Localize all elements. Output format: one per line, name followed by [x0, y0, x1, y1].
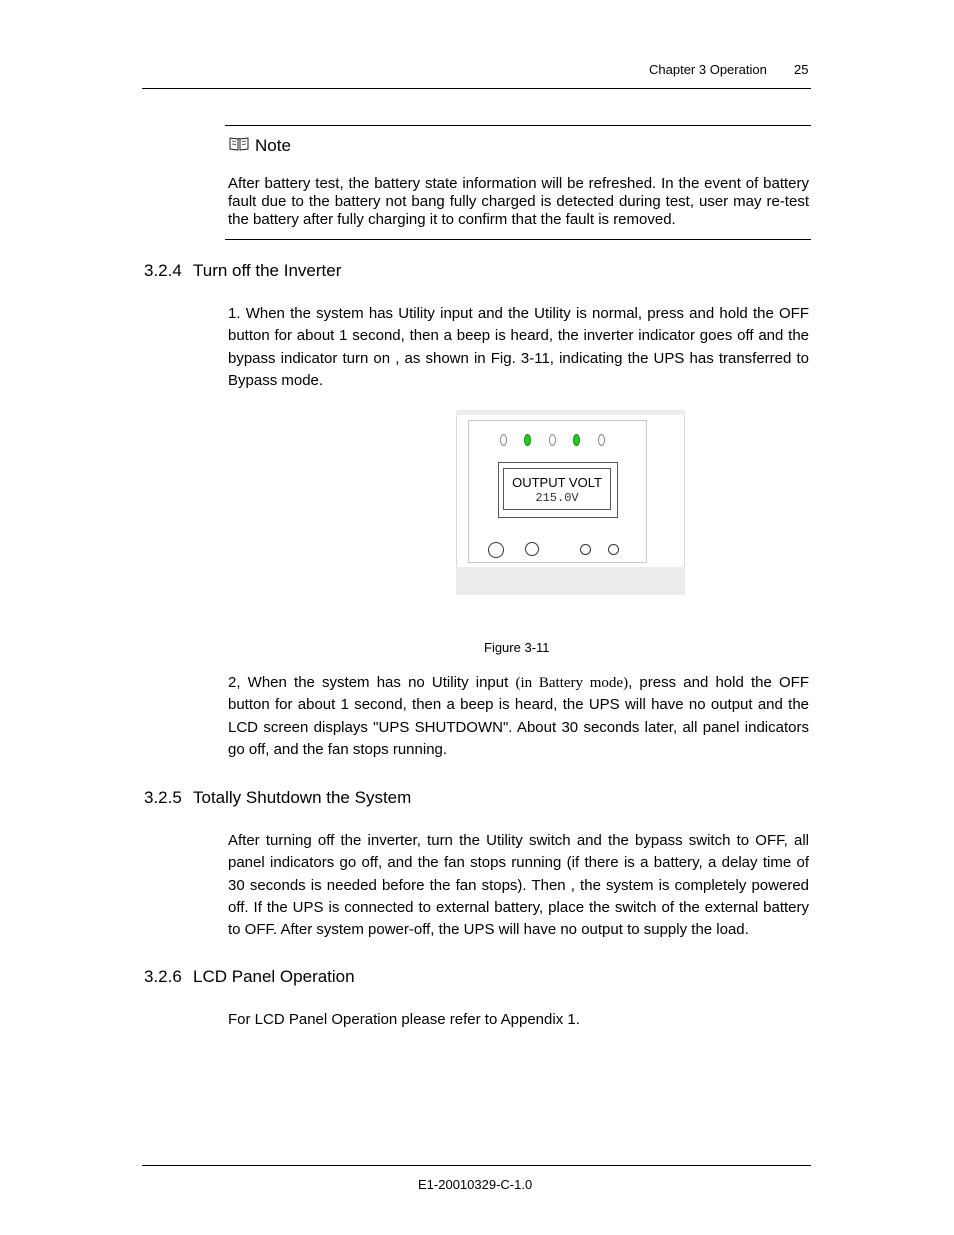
note-title: Note — [255, 136, 291, 155]
indicator-led-4 — [573, 434, 580, 446]
ups-panel-figure — [456, 410, 685, 595]
note-bottom-rule — [225, 239, 811, 240]
header-rule — [142, 88, 811, 89]
front-panel — [468, 420, 647, 563]
panel-button-1 — [488, 542, 504, 558]
lcd-line-1: OUTPUT VOLT — [512, 475, 602, 490]
page-number: 25 — [794, 62, 809, 77]
section-number: 3.2.5 — [144, 788, 182, 807]
figure-panel — [456, 415, 685, 567]
panel-button-2 — [525, 542, 539, 556]
note-heading — [229, 136, 291, 156]
section-heading-325 — [144, 788, 411, 808]
note-top-rule — [225, 125, 811, 126]
battery-mode-note: (in Battery mode) — [515, 675, 629, 691]
running-header-chapter: Chapter 3 Operation — [649, 62, 767, 77]
panel-button-4 — [608, 544, 619, 555]
lcd-line-2: 215.0V — [535, 491, 579, 505]
note-text: After battery test, the battery state information will be refreshed. In the event of battery fault due to the battery not bang fully charged is detected during test, user may re-test the battery after fully charging it to confirm that the fault is removed. — [228, 175, 809, 228]
section-title: Turn off the Inverter — [193, 261, 342, 280]
indicator-led-2 — [524, 434, 531, 446]
lcd-screen — [503, 468, 611, 510]
figure-caption: Figure 3-11 — [484, 640, 550, 655]
paragraph-battery-mode: 2, When the system has no Utility input (in Battery mode), press and hold the OFF button for about 1 second, then a beep is heard, the UPS will have no output and the LCD screen displays "UPS SHUTDOWN". About 30 seconds later, all panel indicators go off, and the fan stops running. — [228, 674, 810, 758]
section-heading-324 — [144, 261, 341, 281]
paragraph-shutdown: After turning off the inverter, turn the Utility switch and the bypass switch to OFF, all panel indicators go off, and the fan stops running (if there is a battery, a delay time of 30 seconds is needed before the fan stops). Then , the system is completely powered off. If the UPS is connected to external battery, place the switch of the external battery to OFF. After system power-off, the UPS will have no output to supply the load. — [228, 832, 809, 939]
section-number: 3.2.4 — [144, 261, 182, 280]
footer-rule — [142, 1165, 811, 1166]
indicator-led-3 — [549, 434, 556, 446]
section-title: Totally Shutdown the System — [193, 788, 412, 807]
lcd-display — [498, 462, 618, 518]
indicator-led-5 — [598, 434, 605, 446]
panel-button-3 — [580, 544, 591, 555]
section-number: 3.2.6 — [144, 967, 182, 986]
document-id: E1-20010329-C-1.0 — [418, 1177, 533, 1192]
section-title: LCD Panel Operation — [193, 967, 355, 986]
open-book-icon — [229, 136, 249, 156]
paragraph-lcd-operation: For LCD Panel Operation please refer to Appendix 1. — [228, 1011, 580, 1028]
paragraph-turn-off-utility: 1. When the system has Utility input and the Utility is normal, press and hold the OFF button for about 1 second, then a beep is heard, the inverter indicator goes off and the bypass indicator turn on , as shown in Fig. 3-11, indicating the UPS has transferred to Bypass mode. — [228, 305, 809, 389]
section-heading-326 — [144, 967, 355, 987]
indicator-led-1 — [500, 434, 507, 446]
